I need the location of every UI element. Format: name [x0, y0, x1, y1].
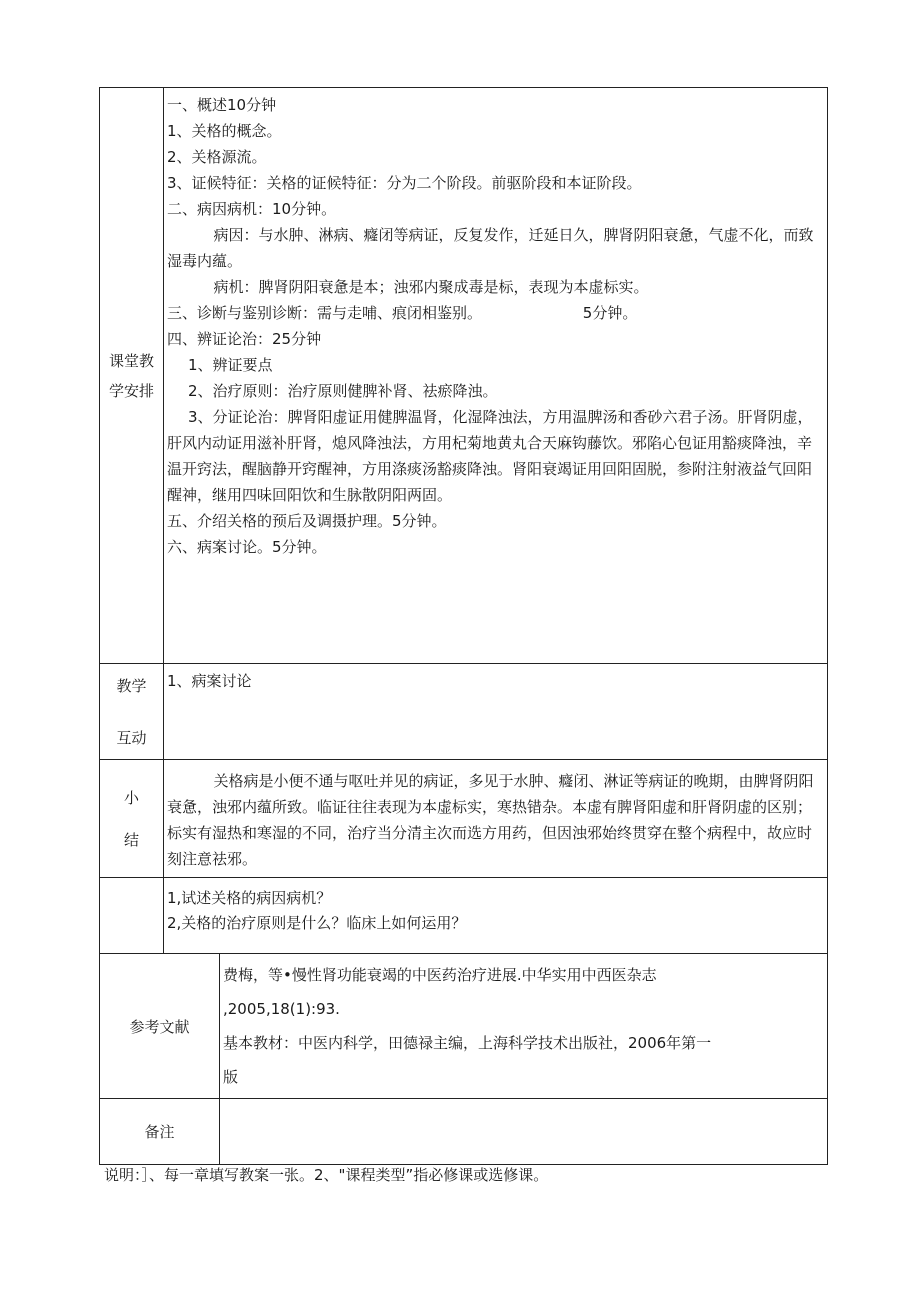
etiology-cause: 病因：与水肿、淋病、癃闭等病证，反复发作，迁延日久，脾肾阴阳衰惫，气虚不化，而致湿毒内蕴。: [167, 226, 814, 270]
reference-2-line2: 版: [223, 1068, 239, 1086]
interaction-label-cell: [100, 664, 164, 760]
question-2: 2,关格的治疗原则是什么？临床上如何运用？: [167, 914, 467, 932]
footer-note: 说明：］、每一章填写教案一张。2、"课程类型”指必修课或选修课。: [104, 1166, 549, 1184]
item-concept: 1、关格的概念。: [167, 122, 282, 140]
question-1: 1,试述关格的病因病机？: [167, 889, 332, 907]
reference-1-line1: 费梅，等•慢性肾功能衰竭的中医药治疗进展.中华实用中西医杂志: [223, 966, 657, 984]
interaction-label-line2: 互动: [116, 728, 147, 747]
references-label: 参考文献: [129, 1017, 190, 1036]
diagnosis-duration: 5分钟。: [582, 304, 638, 322]
treatment-key-points: 1、辨证要点: [188, 356, 273, 374]
diagnosis-text: 三、诊断与鉴别诊断：需与走哺、痕闭相鉴别。: [167, 304, 483, 322]
notes-content: [220, 1099, 827, 1107]
interaction-content-cell: [164, 664, 828, 760]
arrangement-content-cell: [164, 88, 828, 664]
reference-2-line1: 基本教材：中医内科学，田德禄主编，上海科学技术出版社，2006年第一: [223, 1034, 712, 1052]
summary-content-cell: [164, 760, 828, 878]
arrangement-label-line2: 学安排: [108, 381, 154, 400]
interaction-content: 1、病案讨论: [167, 672, 252, 690]
section-etiology: 二、病因病机：10分钟。: [167, 200, 337, 218]
section-treatment: 四、辨证论治：25分钟: [167, 330, 322, 348]
questions-content-cell: [164, 878, 828, 954]
section-prognosis: 五、介绍关格的预后及调摄护理。5分钟。: [167, 512, 447, 530]
summary-label-cell: [100, 760, 164, 878]
notes-content-cell: [220, 1099, 828, 1165]
item-syndrome: 3、证候特征：关格的证候特征：分为二个阶段。前驱阶段和本证阶段。: [167, 174, 642, 192]
section-overview: 一、概述10分钟: [167, 96, 277, 114]
row-interaction: [100, 664, 828, 760]
references-label-cell: [100, 954, 220, 1099]
treatment-syndromes: 3、分证论治：脾肾阳虚证用健脾温肾，化湿降浊法，方用温脾汤和香砂六君子汤。肝肾阴虚，肝风内动证用滋补肝肾，熄风降浊法，方用杞菊地黄丸合天麻钩藤饮。邪陷心包证用豁痰降浊，辛温开窍法，醒脑静开窍醒神，方用涤痰汤豁痰降浊。肾阳衰竭证用回阳固脱，参附注射液益气回阳醒神，继用四味回阳饮和生脉散阴阳两固。: [167, 408, 813, 504]
section-case: 六、病案讨论。5分钟。: [167, 538, 327, 556]
notes-label-cell: [100, 1099, 220, 1165]
row-references: [100, 954, 828, 1099]
summary-content: 关格病是小便不通与呕吐并见的病证，多见于水肿、癃闭、淋证等病证的晚期，由脾肾阴阳衰惫，浊邪内蕴所致。临证往往表现为本虚标实，寒热错杂。本虚有脾肾阳虚和肝肾阴虚的区别；标实有湿热和寒湿的不同，治疗当分清主次而选方用药，但因浊邪始终贯穿在整个病程中，故应时刻注意祛邪。: [167, 772, 814, 868]
references-content-cell: [220, 954, 828, 1099]
notes-label: 备注: [144, 1123, 175, 1141]
reference-1-line2: ,2005,18(1):93.: [223, 1000, 340, 1018]
row-notes: [100, 1099, 828, 1165]
item-origin: 2、关格源流。: [167, 148, 267, 166]
etiology-mechanism: 病机：脾肾阴阳衰惫是本；浊邪内聚成毒是标，表现为本虚标实。: [213, 278, 649, 296]
row-summary: [100, 760, 828, 878]
arrangement-label-cell: [100, 88, 164, 664]
questions-label-cell: [100, 878, 164, 954]
row-questions: [100, 878, 828, 954]
summary-label-line1: 小: [123, 788, 139, 807]
row-arrangement: [100, 88, 828, 664]
arrangement-label-line1: 课堂教: [108, 351, 154, 370]
interaction-label-line1: 教学: [116, 676, 147, 695]
lesson-plan-table: [99, 87, 828, 1165]
section-diagnosis: [167, 300, 821, 326]
summary-label-line2: 结: [123, 830, 139, 849]
treatment-principle: 2、治疗原则：治疗原则健脾补肾、祛瘀降浊。: [188, 382, 498, 400]
